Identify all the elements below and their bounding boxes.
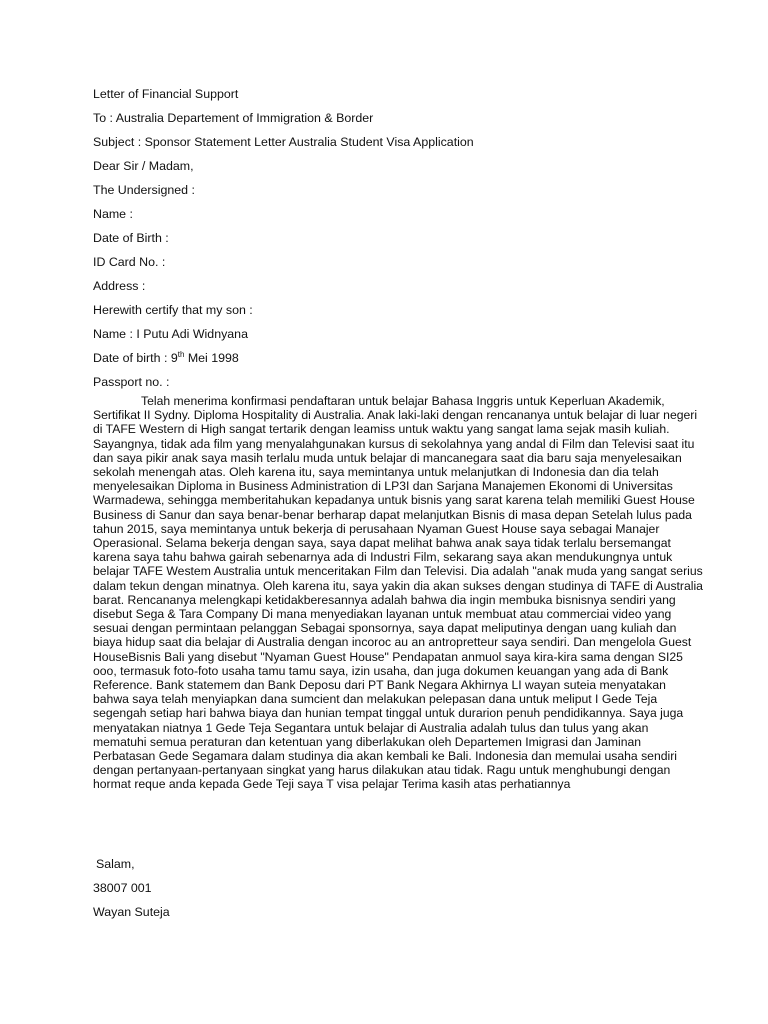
son-dob-line [93, 351, 239, 366]
son-dob-prefix: Date of birth : 9 [93, 351, 178, 365]
son-dob-ordinal: th [177, 349, 185, 359]
signatory-name: Wayan Suteja [93, 905, 170, 919]
passport-label: Passport no. : [93, 375, 170, 389]
address-label: Address : [93, 279, 146, 293]
letter-title: Letter of Financial Support [93, 87, 239, 101]
sponsor-dob-label: Date of Birth : [93, 231, 169, 245]
son-dob-suffix: Mei 1998 [184, 351, 239, 365]
letter-body: Telah menerima konfirmasi pendaftaran untuk belajar Bahasa Inggris untuk Keperluan Akademik, Sertifikat II Sydny. Diploma Hospitality di Australia. Anak laki-laki dengan rencananya untuk belajar di luar negeri di TAFE Western di High sangat tertarik dengan leamiss untuk waktu yang sangat lama sejak masih kuliah. Sayangnya, tidak ada film yang menyalahgunakan kursus di sekolahnya yang andal di Film dan Televisi saat itu dan saya pikir anak saya masih terlalu muda untuk belajar di mancanegara saat dia baru saja menyelesaikan sekolah menengah atas. Oleh karena itu, saya memintanya untuk melanjutkan di Indonesia dan dia telah menyelesaikan Diploma in Business Administration di LP3I dan Sarjana Manajemen Ekonomi di Universitas Warmadewa, sehingga memberitahukan kepadanya untuk bisnis yang sarat karena telah memiliki Guest House Business di Sanur dan saya benar-benar berharap dapat melanjutkan Bisnis di masa depan Setelah lulus pada tahun 2015, saya memintanya untuk bekerja di perusahaan Nyaman Guest House saya sebagai Manajer Operasional. Selama bekerja dengan saya, saya dapat melihat bahwa anak saya tidak terlalu bersemangat karena saya tahu bahwa gairah sebenarnya ada di Industri Film, sekarang saya akan mendukungnya untuk belajar TAFE Westem Australia untuk menceritakan Film dan Televisi. Dia adalah "anak muda yang sangat serius dalam tekun dengan minatnya. Oleh karena itu, saya yakin dia akan sukses dengan studinya di TAFE di Australia barat. Rencananya melengkapi ketidakberesannya adalah bahwa dia ingin membuka bisnisnya sendiri yang disebut Sega & Tara Company Di mana menyediakan layanan untuk membuat atau commerciai video yang sesuai dengan permintaan pelanggan Sebagai sponsornya, saya dapat meliputinya dengan uang kuliah dan biaya hidup saat dia belajar di Australia dengan incoroc au an antropretteur saya sendiri. Dan mengelola Guest HouseBisnis Bali yang disebut "Nyaman Guest House" Pendapatan anmuol saya kira-kira sama dengan SI25 ooo, termasuk foto-foto usaha tamu tamu saya, izin usaha, dan juga dokumen keuangan yang ada di Bank Reference. Bank statemem dan Bank Deposu dari PT Bank Negara Akhirnya LI wayan suteia menyatakan bahwa saya telah menyiapkan dana sumcient dan melakukan pelepasan dana untuk meliput I Gede Teja segengah setiap hari bahwa biaya dan hunian tempat tinggal untuk durarion penuh pendidikannya. Saya juga menyatakan niatnya 1 Gede Teja Segantara untuk belajar di Australia adalah tulus dan tulus yang akan mematuhi semua peraturan dan ketentuan yang diberlakukan oleh Departemen Imigrasi dan Jaminan Perbatasan Gede Segamara dalam studinya dia akan kembali ke Bali. Indonesia dan memulai usaha sendiri dengan pertanyaan-pertanyaan singkat yang harus dilakukan atau tidak. Ragu untuk menghubungi dengan hormat reque anda kepada Gede Teji saya T visa pelajar Terima kasih atas perhatiannya [93, 394, 703, 792]
recipient-line: To : Australia Departement of Immigration & Border [93, 111, 374, 125]
id-card-label: ID Card No. : [93, 255, 166, 269]
sponsor-name-label: Name : [93, 207, 133, 221]
number-line: 38007 001 [93, 881, 152, 895]
greeting-line: Dear Sir / Madam, [93, 159, 194, 173]
certify-line: Herewith certify that my son : [93, 303, 253, 317]
subject-line: Subject : Sponsor Statement Letter Australia Student Visa Application [93, 135, 474, 149]
closing-line: Salam, [96, 857, 135, 871]
son-name-line: Name : I Putu Adi Widnyana [93, 327, 248, 341]
undersigned-line: The Undersigned : [93, 183, 195, 197]
